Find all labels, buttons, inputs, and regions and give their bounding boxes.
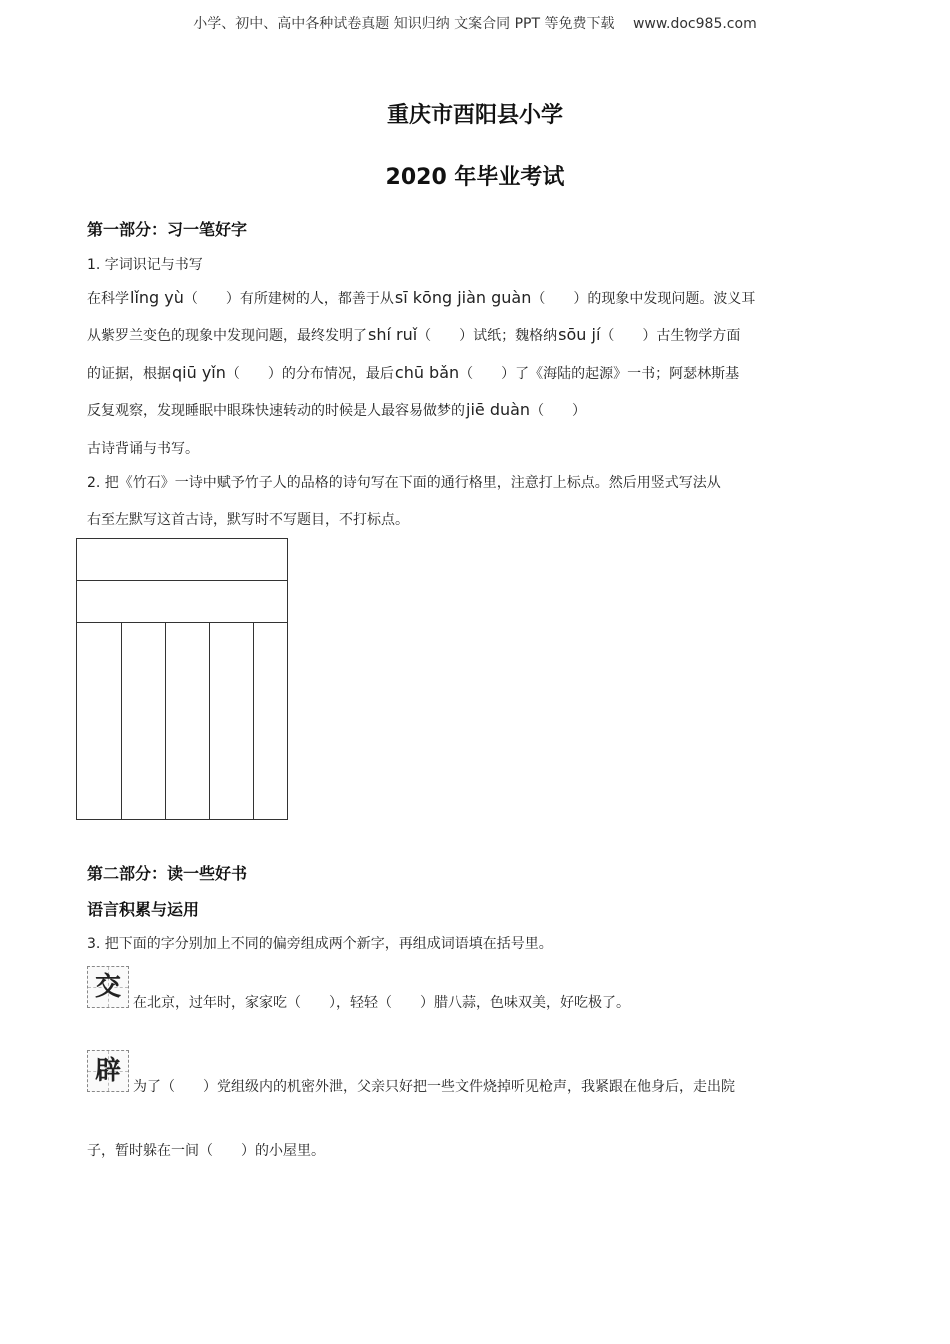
text: 的证据，根据 — [87, 366, 171, 382]
grid-column-divider — [253, 623, 254, 819]
header-site[interactable]: www.doc985.com — [632, 16, 757, 32]
pinyin: shí ruǐ — [368, 325, 418, 344]
text: （ ） — [530, 403, 587, 419]
text: （ ）了《海陆的起源》一书；阿瑟林斯基 — [459, 366, 740, 382]
grid-row-2[interactable] — [77, 580, 287, 623]
text: 在科学 — [87, 291, 129, 307]
poem-instruction: 古诗背诵与书写。 — [87, 441, 199, 457]
pinyin: sī kōng jiàn guàn — [394, 288, 532, 307]
pinyin: jiē duàn — [466, 400, 531, 419]
text: 从紫罗兰变色的现象中发现问题，最终发明了 — [87, 328, 367, 344]
text: （ ）的现象中发现问题。波义耳 — [531, 291, 756, 307]
q3-sentence-2-cont: 子，暂时躲在一间（ ）的小屋里。 — [87, 1143, 325, 1159]
q2-line-2: 右至左默写这首古诗，默写时不写题目，不打标点。 — [87, 512, 409, 528]
q1-paragraph-line-1 — [87, 288, 755, 308]
part1-heading: 第一部分：习一笔好字 — [87, 220, 248, 239]
pinyin: qiū yǐn — [172, 363, 226, 382]
q3-instruction: 3. 把下面的字分别加上不同的偏旁组成两个新字，再组成词语填在括号里。 — [87, 936, 553, 952]
title-exam: 2020 年毕业考试 — [385, 165, 565, 190]
q3-sentence-2: 为了（ ）党组级内的机密外泄，父亲只好把一些文件烧掉听见枪声，我紧跟在他身后，走出院 — [133, 1079, 735, 1095]
char: 辟 — [94, 1056, 121, 1086]
pinyin: lǐng yù — [130, 288, 184, 307]
grid-column-divider — [165, 623, 166, 819]
writing-grid — [76, 538, 288, 820]
q1-paragraph-line-2 — [87, 325, 740, 345]
grid-row-1[interactable] — [77, 539, 287, 581]
title-school: 重庆市酉阳县小学 — [386, 103, 563, 128]
pinyin: chū bǎn — [394, 363, 460, 382]
q1-label: 1. 字词识记与书写 — [87, 257, 203, 273]
q3-sentence-1: 在北京，过年时，家家吃（ ），轻轻（ ）腊八蒜，色味双美，好吃极了。 — [133, 995, 630, 1011]
char-box-jiao — [87, 966, 129, 1008]
pinyin: sōu jí — [558, 325, 601, 344]
char: 交 — [94, 972, 121, 1002]
q1-paragraph-line-3 — [87, 363, 739, 383]
page-header — [0, 13, 950, 33]
char-box-pi — [87, 1050, 129, 1092]
grid-column-divider — [209, 623, 210, 819]
text: （ ）有所建树的人，都善于从 — [183, 291, 394, 307]
text: （ ）的分布情况，最后 — [225, 366, 394, 382]
q2-line-1: 2. 把《竹石》一诗中赋予竹子人的品格的诗句写在下面的通行格里，注意打上标点。然后用竖式写法从 — [87, 475, 721, 491]
text: （ ）古生物学方面 — [600, 328, 741, 344]
header-text: 小学、初中、高中各种试卷真题 知识归纳 文案合同 PPT 等免费下载 — [193, 16, 615, 32]
grid-column-divider — [121, 623, 122, 819]
text: （ ）试纸；魏格纳 — [417, 328, 558, 344]
q1-paragraph-line-4 — [87, 400, 586, 420]
part2-subheading: 语言积累与运用 — [87, 900, 200, 919]
part2-heading: 第二部分：读一些好书 — [87, 864, 248, 883]
text: 反复观察，发现睡眠中眼珠快速转动的时候是人最容易做梦的 — [87, 403, 465, 419]
